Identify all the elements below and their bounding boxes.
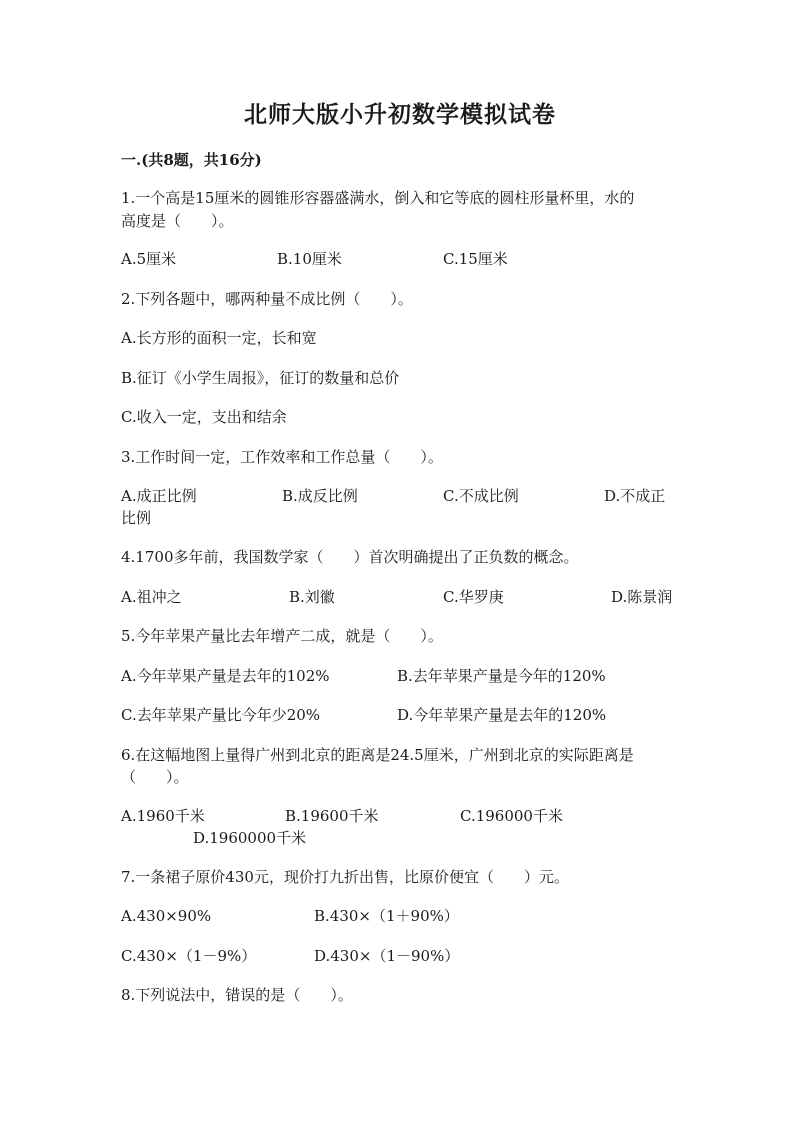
- question-5-stem: 5.今年苹果产量比去年增产二成，就是（ ）。: [121, 627, 443, 645]
- question-6-stem-line-1: 6.在这幅地图上量得广州到北京的距离是24.5厘米，广州到北京的实际距离是: [121, 746, 634, 764]
- question-7-option-b: B.430×（1＋90%）: [314, 907, 459, 925]
- question-6-stem-line-2: （ ）。: [121, 768, 189, 786]
- question-7-option-d: D.430×（1－90%）: [314, 947, 460, 965]
- question-6-option-a: A.1960千米: [121, 807, 205, 825]
- question-7-option-c: C.430×（1－9%）: [121, 947, 257, 965]
- question-6-option-b: B.19600千米: [285, 807, 379, 825]
- question-5-option-a: A.今年苹果产量是去年的102%: [121, 667, 330, 685]
- question-2-option-b: B.征订《小学生周报》，征订的数量和总价: [121, 369, 400, 387]
- question-3-stem: 3.工作时间一定，工作效率和工作总量（ ）。: [121, 448, 443, 466]
- question-1-option-c: C.15厘米: [443, 250, 508, 268]
- question-7-stem: 7.一条裙子原价430元，现价打九折出售，比原价便宜（ ）元。: [121, 868, 569, 886]
- question-2-stem: 2.下列各题中，哪两种量不成比例（ ）。: [121, 290, 413, 308]
- question-4-option-a: A.祖冲之: [121, 588, 182, 606]
- question-2-option-c: C.收入一定，支出和结余: [121, 408, 287, 426]
- question-5-option-d: D.今年苹果产量是去年的120%: [397, 706, 607, 724]
- section-heading: 一.(共8题，共16分): [121, 151, 262, 169]
- question-4-stem: 4.1700多年前，我国数学家（ ）首次明确提出了正负数的概念。: [121, 548, 579, 566]
- question-8-stem: 8.下列说法中，错误的是（ ）。: [121, 986, 353, 1004]
- question-3-option-d: D.不成正: [604, 487, 666, 505]
- page-title: 北师大版小升初数学模拟试卷: [244, 101, 556, 128]
- question-5-option-c: C.去年苹果产量比今年少20%: [121, 706, 321, 724]
- question-3-option-a: A.成正比例: [121, 487, 197, 505]
- question-2-option-a: A.长方形的面积一定，长和宽: [121, 329, 317, 347]
- question-4-option-c: C.华罗庚: [443, 588, 504, 606]
- question-4-option-b: B.刘徽: [289, 588, 335, 606]
- question-4-option-d: D.陈景润: [611, 588, 673, 606]
- question-1-stem-line-2: 高度是（ ）。: [121, 212, 234, 230]
- question-6-option-c: C.196000千米: [460, 807, 563, 825]
- question-1-option-a: A.5厘米: [121, 250, 177, 268]
- question-1-option-b: B.10厘米: [277, 250, 342, 268]
- question-1-stem-line-1: 1.一个高是15厘米的圆锥形容器盛满水，倒入和它等底的圆柱形量杯里，水的: [121, 189, 635, 207]
- question-3-option-c: C.不成比例: [443, 487, 519, 505]
- question-7-option-a: A.430×90%: [121, 907, 212, 925]
- question-3-option-b: B.成反比例: [282, 487, 358, 505]
- question-6-option-d: D.1960000千米: [193, 829, 307, 847]
- question-5-option-b: B.去年苹果产量是今年的120%: [397, 667, 606, 685]
- question-3-option-d-wrap: 比例: [121, 509, 152, 527]
